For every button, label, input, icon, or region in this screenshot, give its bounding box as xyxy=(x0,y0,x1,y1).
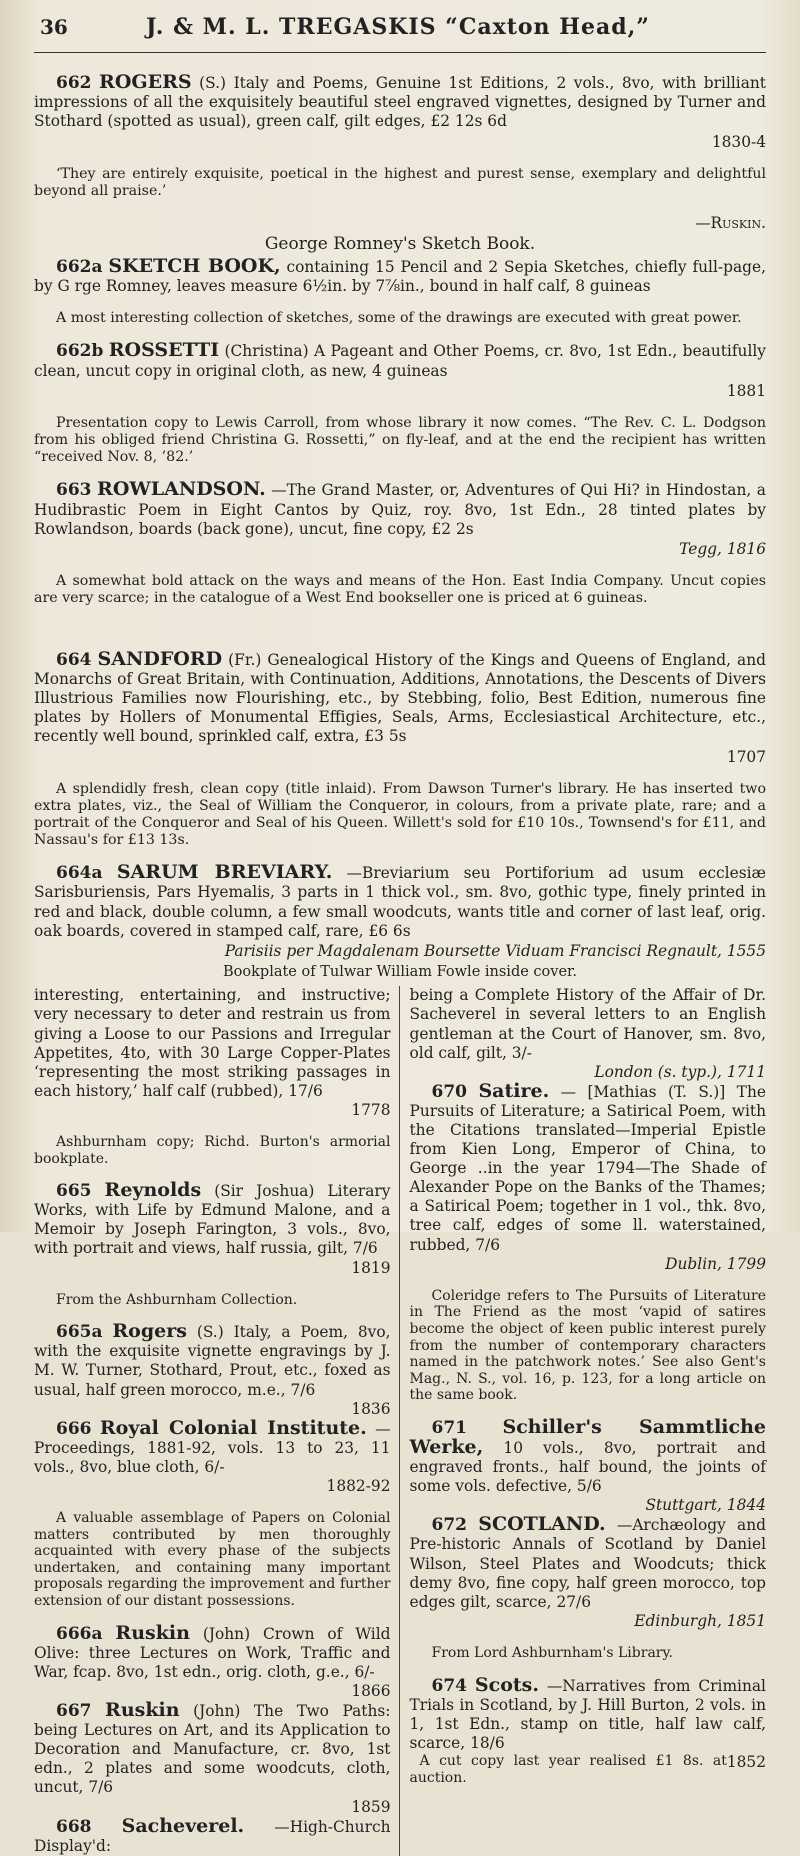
catalogue-entry xyxy=(34,1181,391,1258)
entry-text: (Sir Joshua) Literary Works, with Life by Edmund Malone, and a Memoir by Joseph Farington, 3 vols., 8vo, with portrait and views, half russia, gilt, 7/6 xyxy=(34,1182,391,1258)
entry-heading: Reynolds xyxy=(104,1179,202,1202)
entry-date: 1707 xyxy=(726,747,766,766)
entry-footer-line xyxy=(410,1753,767,1786)
entry-note: Ashburnham copy; Richd. Burton's armorial bookplate. xyxy=(34,1134,391,1167)
entry-heading: Ruskin xyxy=(105,1699,180,1722)
lot-number: 670 xyxy=(431,1081,467,1102)
lot-number: 664a xyxy=(56,863,103,884)
entry-text: (S.) Italy and Poems, Genuine 1st Editions, 2 vols., 8vo, with brilliant impressions of all the exquisitely beautiful steel engraved vignettes, designed by Turner and Stothard (spotted as usual), green calf, gilt edges, £2 12s 6d xyxy=(34,74,766,131)
lot-number: 663 xyxy=(56,480,92,501)
catalogue-entry xyxy=(34,73,766,132)
entry-text: —Proceedings, 1881-92, vols. 13 to 23, 11 vols., 8vo, blue cloth, 6/- xyxy=(34,1419,391,1476)
entry-date: 1819 xyxy=(351,1258,391,1277)
entry-text: being a Complete History of the Affair of Dr. Sacheverel in several letters to an English gentleman at the Court of Hanover, sm. 8vo, old calf, gilt, 3/- xyxy=(409,986,766,1062)
catalogue-entry xyxy=(409,1673,767,1753)
entry-date: Stuttgart, 1844 xyxy=(645,1496,766,1515)
entry-note: From Lord Ashburnham's Library. xyxy=(431,1644,673,1661)
lot-number: 664 xyxy=(56,649,92,670)
entry-text: 10 vols., 8vo, portrait and engraved fronts., half bound, the joints of some vols. defective, 5/6 xyxy=(409,1439,766,1496)
section-subheading: George Romney's Sketch Book. xyxy=(264,234,536,255)
catalogue-entry xyxy=(34,863,766,941)
catalogue-entry xyxy=(34,480,766,539)
lot-number: 671 xyxy=(431,1417,467,1438)
lot-number: 666a xyxy=(56,1623,103,1644)
lot-number: 667 xyxy=(56,1701,92,1722)
right-column xyxy=(410,986,767,1855)
lot-number: 666 xyxy=(56,1418,92,1439)
catalogue-entry xyxy=(34,341,766,380)
catalogue-entry xyxy=(34,1416,391,1477)
lot-number: 662a xyxy=(56,256,103,277)
lot-number: 674 xyxy=(431,1675,467,1696)
entry-heading: Schiller's Sammtliche Werke, xyxy=(409,1415,766,1459)
entry-heading: SARUM BREVIARY. xyxy=(116,861,333,884)
entry-date: Parisiis per Magdalenam Boursette Viduam Francisci Regnault, 1555 xyxy=(224,941,766,960)
entry-heading: Royal Colonial Institute. xyxy=(99,1416,367,1439)
entry-heading: ROGERS xyxy=(99,71,192,93)
entry-date: Dublin, 1799 xyxy=(665,1254,766,1273)
running-title: J. & M. L. TREGASKIS “Caxton Head,” xyxy=(146,14,650,40)
lot-number: 672 xyxy=(431,1515,467,1536)
entry-date: 1836 xyxy=(351,1399,391,1418)
catalogue-entry xyxy=(410,1515,767,1611)
entry-date: 1882-92 xyxy=(326,1477,391,1496)
catalogue-entry xyxy=(34,1814,391,1856)
lot-number: 662b xyxy=(56,341,104,362)
catalogue-entry xyxy=(410,986,767,1062)
entry-heading: ROSSETTI xyxy=(108,339,220,362)
entry-note: A somewhat bold attack on the ways and means of the Hon. East India Company. Uncut copies are very scarce; in the catalogue of a West End bookseller one is priced at 6 guineas. xyxy=(34,573,766,607)
entry-text: containing 15 Pencil and 2 Sepia Sketches, chiefly full-page, by G rge Romney, leaves measure 6½in. by 7⅞in., bound in half calf, 8 guineas xyxy=(34,257,766,295)
entry-text: —Narratives from Criminal Trials in Scotland, by J. Hill Burton, 2 vols. in 1, 1st Edn., stamp on title, half law calf, scarce, 18/6 xyxy=(409,1676,766,1752)
entry-text: (John) Crown of Wild Olive: three Lectures on Work, Traffic and War, fcap. 8vo, 1st edn., orig. cloth, g.e., 6/- xyxy=(34,1624,391,1681)
entry-date: Edinburgh, 1851 xyxy=(634,1611,766,1630)
entry-date: 1852 xyxy=(726,1752,766,1771)
lot-number: 665a xyxy=(56,1322,103,1343)
catalogue-entry xyxy=(34,254,766,296)
entry-heading: Sacheverel. xyxy=(121,1814,245,1837)
catalogue-entry xyxy=(34,1701,391,1797)
lot-number: 662 xyxy=(56,73,92,93)
entry-text: —High-Church Display'd: xyxy=(34,1817,391,1855)
entry-date: 1866 xyxy=(351,1681,391,1700)
entry-note: A splendidly fresh, clean copy (title inlaid). From Dawson Turner's library. He has inserted two extra plates, viz., the Seal of William the Conqueror, in colours, from a private plate, rare; and a portrait of the Conqueror and Seal of his Queen. Willett's sold for £10 10s., Townsend's for £11, and Nassau's for £13 13s. xyxy=(34,780,766,848)
catalogue-entry xyxy=(34,986,391,1101)
entry-text: (S.) Italy, a Poem, 8vo, with the exquisite vignette engravings by J. M. W. Turner, Stothard, Prout, etc., foxed as usual, half green morocco, m.e., 7/6 xyxy=(34,1323,391,1399)
entry-text: (John) The Two Paths: being Lectures on Art, and its Application to Decoration and Manufacture, cr. 8vo, 1st edn., 2 plates and some woodcuts, cloth, uncut, 7/6 xyxy=(34,1702,391,1797)
entry-heading: SKETCH BOOK, xyxy=(108,254,281,277)
page-number: 36 xyxy=(40,15,68,39)
entry-date: 1778 xyxy=(351,1100,391,1119)
catalogue-entry xyxy=(34,1621,391,1682)
entry-text: — [Mathias (T. S.)] The Pursuits of Literature; a Satirical Poem, with the Citations translated—Imperial Epistle from Kien Long, Emperor of China, to George ..in the year 1794—The Shade of Alexander Pope on the Banks of the Thames; a Satirical Poem; together in 1 vol., thk. 8vo, tree calf, edges of some ll. waterstained, rubbed, 7/6 xyxy=(409,1082,766,1254)
entry-text: (Fr.) Genealogical History of the Kings and Queens of England, and Monarchs of Great Britain, with Continuation, Additions, Annotations, the Descents of Divers Illustrious Families now Flourishing, etc., by Stebbing, folio, Best Edition, numerous fine plates by Hollers of Monumental Effigies, Seals, Arms, Ecclesiastical Architecture, etc., recently well bound, sprinkled calf, extra, £3 5s xyxy=(34,650,766,746)
running-head xyxy=(34,12,766,53)
lot-number: 668 xyxy=(56,1816,92,1837)
entry-text: interesting, entertaining, and instructive; very necessary to deter and restrain us from giving a Loose to our Passions and Irregular Appetites, 4to, with 30 Large Copper-Plates ‘representing the most striking passages in each history,’ half calf (rubbed), 17/6 xyxy=(34,986,391,1100)
left-column xyxy=(34,986,400,1855)
catalogue-entry xyxy=(34,647,766,747)
entry-date: 1830-4 xyxy=(711,132,766,151)
entry-note: Bookplate of Tulwar William Fowle inside cover. xyxy=(223,964,577,981)
entry-note: A valuable assemblage of Papers on Colonial matters contributed by men thoroughly acquainted with every phase of the subjects undertaken, and containing many important proposals regarding the improvement and further extension of our distant possessions. xyxy=(34,1510,391,1610)
entry-text: —The Grand Master, or, Adventures of Qui Hi? in Hindostan, a Hudibrastic Poem in Eight Cantos by Quiz, roy. 8vo, 1st Edn., 28 tinted plates by Rowlandson, boards (back gone), uncut, fine copy, £2 2s xyxy=(34,481,766,538)
two-column-section xyxy=(34,986,766,1855)
entry-text: —Archæology and Pre-historic Annals of Scotland by Daniel Wilson, Steel Plates and Woodcuts; thick demy 8vo, fine copy, half green morocco, top edges gilt, scarce, 27/6 xyxy=(409,1516,766,1611)
entry-note: Presentation copy to Lewis Carroll, from whose library it now comes. “The Rev. C. L. Dodgson from his obliged friend Christina G. Rossetti,” on fly-leaf, and at the end the recipient has written “received Nov. 8, ’82.’ xyxy=(34,415,766,466)
entry-text: —Breviarium seu Portiforium ad usum ecclesiæ Sarisburiensis, Pars Hyemalis, 3 parts in 1 thick vol., sm. 8vo, gothic type, finely printed in red and black, double column, a few small woodcuts, wants title and corner of last leaf, orig. oak boards, covered in stamped calf, rare, £6 6s xyxy=(34,864,766,940)
entry-date: London (s. typ.), 1711 xyxy=(594,1062,766,1081)
entry-date: 1881 xyxy=(726,381,766,400)
catalogue-entry xyxy=(409,1079,767,1255)
entry-note: Coleridge refers to The Pursuits of Literature in The Friend as the most ‘vapid of satires become the object of keen public interest purely from the number of contemporary characters named in the patchwork notes.’ See also Gent's Mag., N. S., vol. 16, p. 123, for a long article on the same book. xyxy=(409,1287,766,1404)
entry-note: A most interesting collection of sketches, some of the drawings are executed with great power. xyxy=(56,310,742,327)
entry-note: From the Ashburnham Collection. xyxy=(56,1291,298,1308)
catalogue-entry xyxy=(409,1415,767,1496)
entry-attribution: —Ruskin. xyxy=(695,214,766,233)
catalogue-entry xyxy=(34,1322,391,1399)
lot-number: 665 xyxy=(56,1181,92,1202)
entry-date: Tegg, 1816 xyxy=(679,539,766,558)
entry-heading: ROWLANDSON. xyxy=(97,478,266,501)
entry-heading: Scots. xyxy=(474,1673,539,1696)
entry-date: 1859 xyxy=(351,1797,391,1816)
entry-heading: Ruskin xyxy=(115,1621,190,1644)
spacer xyxy=(34,622,766,650)
entry-note: ‘They are entirely exquisite, poetical in the highest and purest sense, exemplary and delightful beyond all praise.’ xyxy=(34,166,766,199)
entry-note: A cut copy last year realised £1 8s. at auction. xyxy=(409,1752,727,1786)
entry-heading: Rogers xyxy=(112,1320,187,1343)
entry-text: (Christina) A Pageant and Other Poems, cr. 8vo, 1st Edn., beautifully clean, uncut copy in original cloth, as new, 4 guineas xyxy=(34,342,766,380)
entry-heading: SCOTLAND. xyxy=(478,1513,606,1536)
entry-heading: Satire. xyxy=(478,1079,550,1102)
entry-heading: SANDFORD xyxy=(97,647,223,670)
